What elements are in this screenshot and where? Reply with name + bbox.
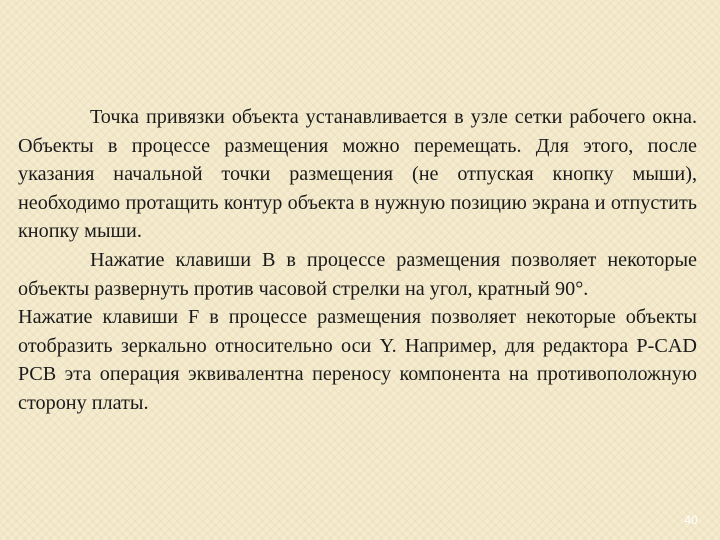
paragraph-key-f-mirror: Нажатие клавиши F в процессе размещения позволяет некоторые объекты отобразить зеркально относительно оси Y. Например, для редактора P-CAD PCB эта операция эквивалентна переносу компонента на противоположную сторону платы. <box>18 306 697 414</box>
paragraph-snap-point: Точка привязки объекта устанавливается в узле сетки рабочего окна. Объекты в процессе размещения можно перемещать. Для этого, после указания начальной точки размещения (не отпуская кнопку мыши), необходимо протащить контур объекта в нужную позицию экрана и отпустить кнопку мыши. <box>18 106 697 243</box>
page-number: 40 <box>684 513 698 527</box>
paragraph-key-b-rotate: Нажатие клавиши B в процессе размещения позволяет некоторые объекты развернуть против часовой стрелки на угол, кратный 90°. <box>18 248 697 300</box>
slide-body-text <box>18 103 697 418</box>
